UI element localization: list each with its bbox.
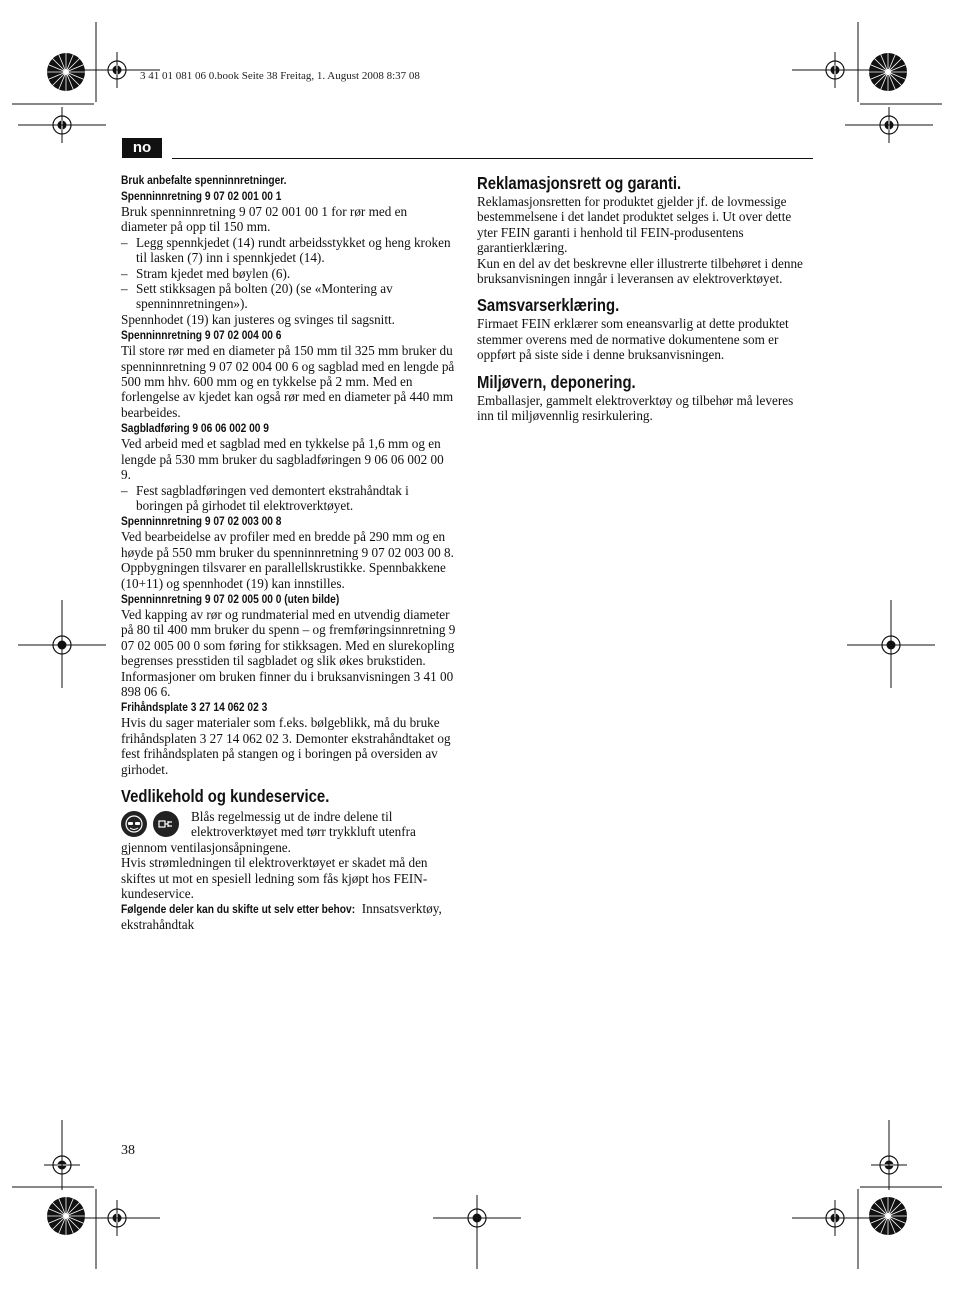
section-title: Spenninnretning 9 07 02 005 00 0 (uten bilde) [121,591,340,606]
list-item: – Fest sagbladføringen ved demontert ekstrahåndtak i boringen på girhodet til elektroverktøyet. [121,482,409,513]
section-text: Ved kapping av rør og rundmaterial med en utvendig diameter på 80 til 400 mm bruker du spenn – og fremføringsinnretning 9 07 02 005 00 0 som føring for stikksagen. Med en slurekopling begrenses presstiden til sagbladet og slik økes brukstiden. Informasjoner om bruken finner du i bruksanvisningen 3 41 00 898 06 6. [121,606,456,699]
section-text: Spennhodet (19) kan justeres og svinges til sagsnitt. [121,311,395,327]
list-item: – Sett stikksagen på bolten (20) (se «Montering av spenninnretningen»). [121,281,393,312]
maintenance-heading: Vedlikehold og kundeservice. [121,786,330,806]
intro-heading: Bruk anbefalte spenninnretninger. [121,173,287,187]
conformity-heading: Samsvarserklæring. [477,295,620,316]
section-title: Spenninnretning 9 07 02 003 00 8 [121,514,282,529]
registration-star-icon [47,53,85,91]
conformity-p1: Firmaet FEIN erklærer som eneansvarlig at dette produktet stemmer overens med de normative dokumentene som er oppført på siste side i denne bruksanvisningen. [477,316,789,363]
registration-star-icon [869,53,907,91]
file-info: 3 41 01 081 06 0.book Seite 38 Freitag, 1. August 2008 8:37 08 [140,70,420,82]
right-column [477,172,813,423]
section-title: Spenninnretning 9 07 02 001 00 1 [121,189,282,203]
list-item: – Stram kjedet med bøylen (6). [121,265,291,281]
maintenance-text: Hvis strømledningen til elektroverktøyet er skadet må den skiftes ut mot en spesiell ledning som fås kjøpt hos FEIN-kundeservice. [121,855,428,902]
section-text: Til store rør med en diameter på 150 mm til 325 mm bruker du spenninnretning 9 07 02 004 00 6 og sagblad med en lengde på 500 mm hhv. 600 mm og en tykkelse på 2 mm. Med en forlengelse av kjedet kan også rør med en diameter på 440 mm bearbeides. [121,343,455,420]
registration-star-icon [47,1197,85,1235]
page-number: 38 [121,1143,135,1158]
warranty-p1: Reklamasjonsretten for produktet gjelder jf. de lovmessige bestemmelsene i det landet produktet selges i. Ut over dette yter FEIN garanti i henhold til FEIN-produsentens garantierklæring. [477,194,792,256]
section-text: Hvis du sager materialer som f.eks. bølgeblikk, må du bruke frihåndsplaten 3 27 14 062 02 3. Demonter ekstrahåndtaket og fest frihåndsplaten på stangen og i boringen på oversiden av girhodet. [121,715,451,777]
icon-group [121,811,179,837]
replace-parts: Følgende deler kan du skifte ut selv etter behov: Innsatsverktøy, ekstrahåndtak [121,901,442,933]
eye-protection-icon [121,811,147,837]
unplug-icon [153,811,179,837]
section-text: Ved bearbeidelse av profiler med en bredde på 290 mm og en høyde på 550 mm bruker du spenninnretning 9 07 02 003 00 8. Oppbygningen tilsvarer en parallellskrustikke. Spennbakkene (10+11) og spennhodet (19) kan innstilles. [121,529,454,591]
section-text: Ved arbeid med et sagblad med en tykkelse på 1,6 mm og en lengde på 530 mm bruker du sagbladføringen 9 06 06 002 00 9. [121,436,444,483]
maintenance-icon-text: Blås regelmessig ut de indre delene til elektroverktøyet med tørr trykkluft utenfra gjennom ventilasjonsåpningene. [121,809,416,855]
section-title: Frihåndsplate 3 27 14 062 02 3 [121,700,268,715]
registration-star-icon [869,1197,907,1235]
environment-p1: Emballasjer, gammelt elektroverktøy og tilbehør må leveres inn til miljøvennlig resirkulering. [477,392,794,424]
warranty-heading: Reklamasjonsrett og garanti. [477,173,682,193]
environment-heading: Miljøvern, deponering. [477,371,636,392]
section-title: Sagbladføring 9 06 06 002 00 9 [121,421,269,436]
header-rule [172,158,813,159]
section-text: Bruk spenninnretning 9 07 02 001 00 1 for rør med en diameter på opp til 150 mm. [121,204,408,235]
maintenance-icon-block [121,809,456,855]
list-item: – Legg spennkjedet (14) rundt arbeidsstykket og heng kroken til lasken (7) inn i spennkjedet (14). [121,234,451,266]
warranty-p2: Kun en del av det beskrevne eller illustrerte tilbehøret i denne bruksanvisningen inngår i leveransen av elektroverktøyet. [477,255,803,287]
left-column [121,172,456,933]
language-tag: no [122,138,162,158]
section-title: Spenninnretning 9 07 02 004 00 6 [121,328,282,343]
